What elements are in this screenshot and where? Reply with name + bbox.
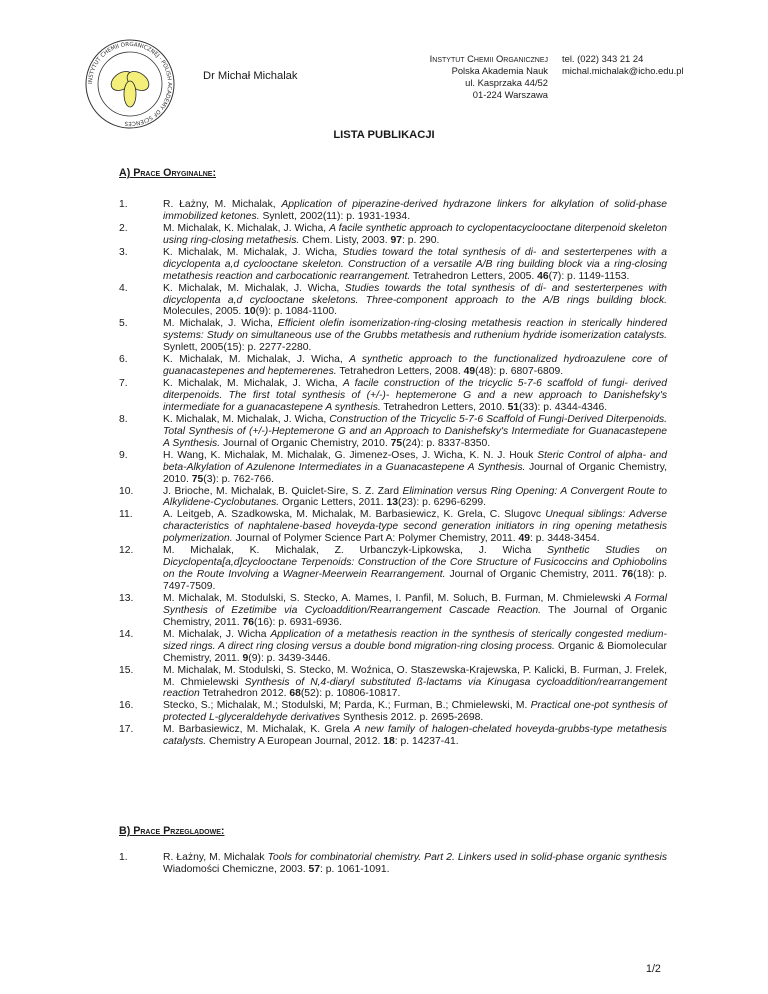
entry-text (163, 247, 667, 283)
entry-volume: 68 (289, 688, 301, 700)
entry-number: 17. (119, 724, 134, 736)
entry-number: 1. (119, 199, 128, 210)
entry-volume: 51 (507, 401, 520, 413)
publication-entry (119, 318, 667, 354)
publication-entry (119, 223, 667, 247)
entry-pages: (24): p. 8337-8350. (402, 437, 491, 449)
publication-entry (119, 629, 667, 665)
entry-title: Application of a metathesis reaction in the synthesis of sterically congested medium-sized rings. A direct ring closing versus a double bond migration-ring closing process. (163, 628, 667, 652)
institute-academy: Polska Akademia Nauk (451, 65, 548, 76)
publication-entry (119, 283, 667, 319)
entry-citation: Tetrahedron 2012. (199, 688, 290, 700)
entry-volume: 75 (390, 437, 403, 449)
entry-title: Steric Control of alpha- and beta-Alkylation of Azulenone Intermediates in a Guanacastepene A Synthesis. (163, 449, 668, 473)
entry-pages: (48): p. 6807-6809. (475, 366, 564, 378)
entry-title: Efficient olefin isomerization-ring-closing metathesis reaction in sterically hindered systems: Study on simultaneous use of the Grubbs metathesis and ruthenium hydride isomerization catalysts. (163, 318, 667, 342)
entry-authors: K. Michalak, M. Michalak, J. Wicha, (163, 246, 343, 258)
entry-volume: 97 (390, 234, 403, 246)
entry-text (163, 724, 667, 748)
entry-title: A facile synthetic approach to cyclopentacyclooctane diterpenoid skeleton using ring-closing metathesis. (163, 222, 667, 246)
entry-text (163, 414, 667, 450)
page-number: 1/2 (646, 963, 661, 975)
entry-title: Synthesis of N,4-diaryl substituted ß-lactams via Kinugasa cycloaddition/rearrangement reaction (163, 676, 667, 700)
institute-street: ul. Kasprzaka 44/52 (465, 77, 548, 88)
publication-entry (119, 247, 667, 283)
entry-pages: : p. 1061-1091. (319, 863, 390, 875)
publication-entry (119, 354, 667, 378)
entry-pages: (18): p. 7497-7509. (163, 569, 667, 592)
entry-title: Practical one-pot synthesis of protected L-glyceraldehyde derivatives (163, 700, 667, 724)
entry-volume: 76 (242, 616, 255, 628)
section-heading-original: A) Prace Oryginalne: (119, 167, 217, 179)
entry-number: 1. (119, 852, 128, 863)
entry-citation: Molecules, 2005. (163, 306, 245, 318)
entry-citation: Organic Letters, 2011. (279, 497, 387, 509)
entry-number: 11. (119, 509, 133, 521)
publication-entry (119, 665, 667, 701)
entry-pages: (9): p. 1084-1100. (255, 306, 338, 318)
entry-pages: (9): p. 3439-3446. (248, 652, 331, 664)
entry-text (163, 665, 667, 701)
entry-number: 6. (119, 354, 128, 366)
author-name: Dr Michał Michalak (203, 70, 298, 82)
entry-volume: 13 (386, 497, 398, 509)
publication-entry (119, 486, 667, 510)
entry-text (163, 318, 667, 354)
publication-entry (119, 199, 667, 223)
entry-number: 4. (119, 282, 128, 294)
entry-number: 15. (119, 664, 134, 676)
publication-entry (119, 593, 667, 629)
entry-citation: Journal of Organic Chemistry, 2011. (445, 569, 622, 581)
entry-number: 12. (119, 545, 134, 557)
contact-phone: tel. (022) 343 21 24 (562, 53, 644, 64)
entry-title: Unequal siblings: Adverse characteristics of naphtalene-based hoveyda-type second generation initiators in ring opening metathesis polymerization. (163, 509, 667, 545)
entry-authors: H. Wang, K. Michalak, M. Michalak, G. Jimenez-Oses, J. Wicha, K. N. J. Houk (163, 449, 538, 461)
entry-authors: R. Łażny, M. Michalak, (163, 199, 282, 210)
logo-text: INSTYTUT CHEMII ORGANICZNEJ · POLISH ACADEMY OF SCIENCES (87, 41, 173, 127)
entry-citation: Tetrahedron Letters, 2010. (380, 401, 508, 413)
entry-citation: Synlett, 2005(15): p. 2277-2280. (163, 342, 312, 354)
publication-entry (119, 724, 667, 748)
entry-volume: 18 (383, 736, 395, 748)
publication-entry (119, 378, 667, 414)
entry-text (163, 223, 667, 247)
entry-title: A synthetic approach to the functionalized hydroazulene core of guanacastepenes and heptemerenes. (163, 354, 667, 378)
publication-entry (119, 852, 667, 876)
publication-entry (119, 509, 667, 545)
entry-text (163, 450, 667, 486)
entry-title: A Formal Synthesis of Ezetimibe via Cycloaddition/Rearrangement Cascade Reaction. (163, 592, 667, 616)
entry-pages: : p. 290. (402, 234, 440, 246)
entry-text (163, 199, 667, 223)
entry-citation: Tetrahedron Letters, 2008. (336, 366, 464, 378)
page-title: LISTA PUBLIKACJI (333, 129, 435, 141)
entry-volume: 46 (537, 270, 549, 282)
institute-logo (84, 38, 176, 130)
entry-volume: 9 (242, 652, 249, 664)
section-heading-review: B) Prace Przeglądowe: (119, 825, 225, 837)
entry-authors: A. Leitgeb, A. Szadkowska, M. Michalak, M. Barbasiewicz, K. Grela, C. Slugovc (163, 509, 546, 521)
entry-title: A new family of halogen-chelated hoveyda-grubbs-type metathesis catalysts. (163, 724, 667, 748)
entry-volume: 49 (463, 366, 476, 378)
entry-pages: (7): p. 1149-1153. (548, 270, 630, 282)
entry-title: Synthetic Studies on Dicyclopenta[a,d]cyclooctane Terpenoids: Construction of the Core Structure of Fusicoccins and Ophiobolins on the Route Involving a Wagner-Meerwein Rearrangement. (163, 545, 667, 581)
entry-text (163, 509, 667, 545)
entry-number: 10. (119, 485, 134, 497)
entry-citation: Wiadomości Chemiczne, 2003. (163, 863, 309, 875)
entry-number: 16. (119, 700, 134, 712)
contact-info (562, 53, 684, 77)
entry-text (163, 629, 667, 665)
entry-authors: M. Michalak, J. Wicha (163, 628, 271, 640)
entry-authors: K. Michalak, M. Michalak, J. Wicha, (163, 354, 350, 366)
publication-entry (119, 450, 667, 486)
entry-number: 3. (119, 246, 128, 258)
entry-text (163, 378, 667, 414)
entry-authors: M. Michalak, K. Michalak, J. Wicha, (163, 222, 330, 234)
entry-authors: J. Brioche, M. Michalak, B. Quiclet-Sire, S. Z. Zard (163, 485, 403, 497)
entry-text (163, 593, 667, 629)
entry-number: 13. (119, 592, 134, 604)
entry-number: 7. (119, 378, 128, 390)
entry-title: A facile construction of the tricyclic 5-7-6 scaffold of fungi- derived diterpenoids. The first total synthesis of (+/-)- heptemerone G and a new approach to Danishefsky's intermediate for a guanacastepene A synthesis. (163, 378, 668, 413)
entry-authors: K. Michalak, M. Michalak, J. Wicha, (163, 282, 345, 294)
entry-pages: (3): p. 762-766. (203, 473, 275, 485)
entry-pages: : p. 14237-41. (394, 736, 459, 748)
publication-entry (119, 700, 667, 724)
entry-text (163, 545, 667, 593)
entry-authors: M. Michalak, J. Wicha, (163, 318, 278, 330)
original-works-list (119, 199, 667, 748)
entry-authors: M. Barbasiewicz, M. Michalak, K. Grela (163, 724, 354, 736)
entry-citation: Synlett, 2002(11): p. 1931-1934. (259, 210, 411, 222)
entry-title: Tools for combinatorial chemistry. Part 2. Linkers used in solid-phase organic synthesis (267, 852, 667, 863)
entry-title: Construction of the Tricyclic 5-7-6 Scaffold of Fungi-Derived Diterpenoids. Total Synthesis of (+/-)-Heptemerone G and an Approach to Danishefsky's Intermediate for Guanacastepene A Synthesis. (163, 413, 667, 449)
entry-authors: K. Michalak, M. Michalak, J. Wicha, (163, 378, 343, 390)
entry-title: Studies toward the total synthesis of di- and sesterterpenes with a dicyclopenta a,d cyclooctane skeleton. Construction of a versatile A/B ring building block via a ring-closing metathesis reaction and carbocationic rearrangement. (163, 246, 667, 282)
entry-pages: : p. 3448-3454. (530, 533, 600, 545)
entry-citation: Chemistry A European Journal, 2012. (206, 736, 384, 748)
entry-number: 2. (119, 222, 128, 234)
entry-title: Application of piperazine-derived hydrazone linkers for alkylation of solid-phase immobilized ketones. (163, 199, 667, 222)
entry-authors: Stecko, S.; Michalak, M.; Stodulski, M; Parda, K.; Furman, B.; Chmielewski, M. (163, 700, 531, 712)
entry-citation: Journal of Polymer Science Part A: Polymer Chemistry, 2011. (232, 533, 519, 545)
entry-number: 9. (119, 449, 128, 461)
institute-name: Instytut Chemii Organicznej (429, 53, 548, 64)
entry-text (163, 700, 667, 724)
institute-city: 01-224 Warszawa (472, 89, 548, 100)
entry-pages: (23): p. 6296-6299. (397, 497, 486, 509)
entry-citation: Synthesis 2012. p. 2695-2698. (340, 712, 484, 724)
entry-title: Elimination versus Ring Opening: A Convergent Route to Alkylidene-Cyclobutanes. (163, 485, 667, 509)
entry-citation: The Journal of Organic Chemistry, 2011. (163, 604, 668, 628)
review-works-list (119, 852, 667, 876)
entry-pages: (16): p. 6931-6936. (254, 616, 343, 628)
entry-text (163, 486, 667, 510)
entry-number: 5. (119, 318, 128, 330)
entry-citation: Journal of Organic Chemistry, 2010. (163, 461, 667, 485)
entry-citation: Chem. Listy, 2003. (299, 234, 391, 246)
entry-authors: M. Michalak, K. Michalak, Z. Urbanczyk-Lipkowska, J. Wicha (163, 545, 547, 557)
entry-text (163, 354, 667, 378)
entry-citation: Tetrahedron Letters, 2005. (410, 270, 538, 282)
entry-volume: 10 (244, 306, 256, 318)
entry-pages: (33): p. 4344-4346. (519, 401, 608, 413)
entry-citation: Journal of Organic Chemistry, 2010. (220, 437, 391, 449)
entry-authors: R. Łażny, M. Michalak (163, 852, 268, 863)
entry-number: 14. (119, 628, 134, 640)
entry-volume: 49 (518, 533, 531, 545)
publication-entry (119, 545, 667, 593)
entry-volume: 75 (191, 473, 204, 485)
entry-text (163, 852, 667, 876)
institute-address (420, 53, 548, 101)
entry-volume: 76 (621, 569, 634, 581)
entry-pages: (52): p. 10806-10817. (300, 688, 401, 700)
entry-number: 8. (119, 413, 128, 425)
entry-citation: Organic & Biomolecular Chemistry, 2011. (163, 640, 667, 664)
entry-authors: M. Michalak, M. Stodulski, S. Stecko, A. Mames, I. Panfil, M. Soluch, B. Furman, M. Chmielewski (163, 592, 625, 604)
entry-authors: M. Michalak, M. Stodulski, S. Stecko, M. Woźnica, O. Staszewska-Krajewska, P. Kalicki, B. Furman, J. Frelek, M. Chmielewski (163, 664, 667, 688)
entry-title: Studies towards the total synthesis of di- and sesterterpenes with dicyclopenta a,d cyclooctane skeletons. Three-component approach to the A/B rings building block. (163, 282, 667, 306)
entry-text (163, 283, 667, 319)
publication-entry (119, 414, 667, 450)
contact-email: michal.michalak@icho.edu.pl (562, 65, 684, 76)
entry-authors: K. Michalak, M. Michalak, J. Wicha, (163, 413, 330, 425)
entry-volume: 57 (308, 863, 320, 875)
